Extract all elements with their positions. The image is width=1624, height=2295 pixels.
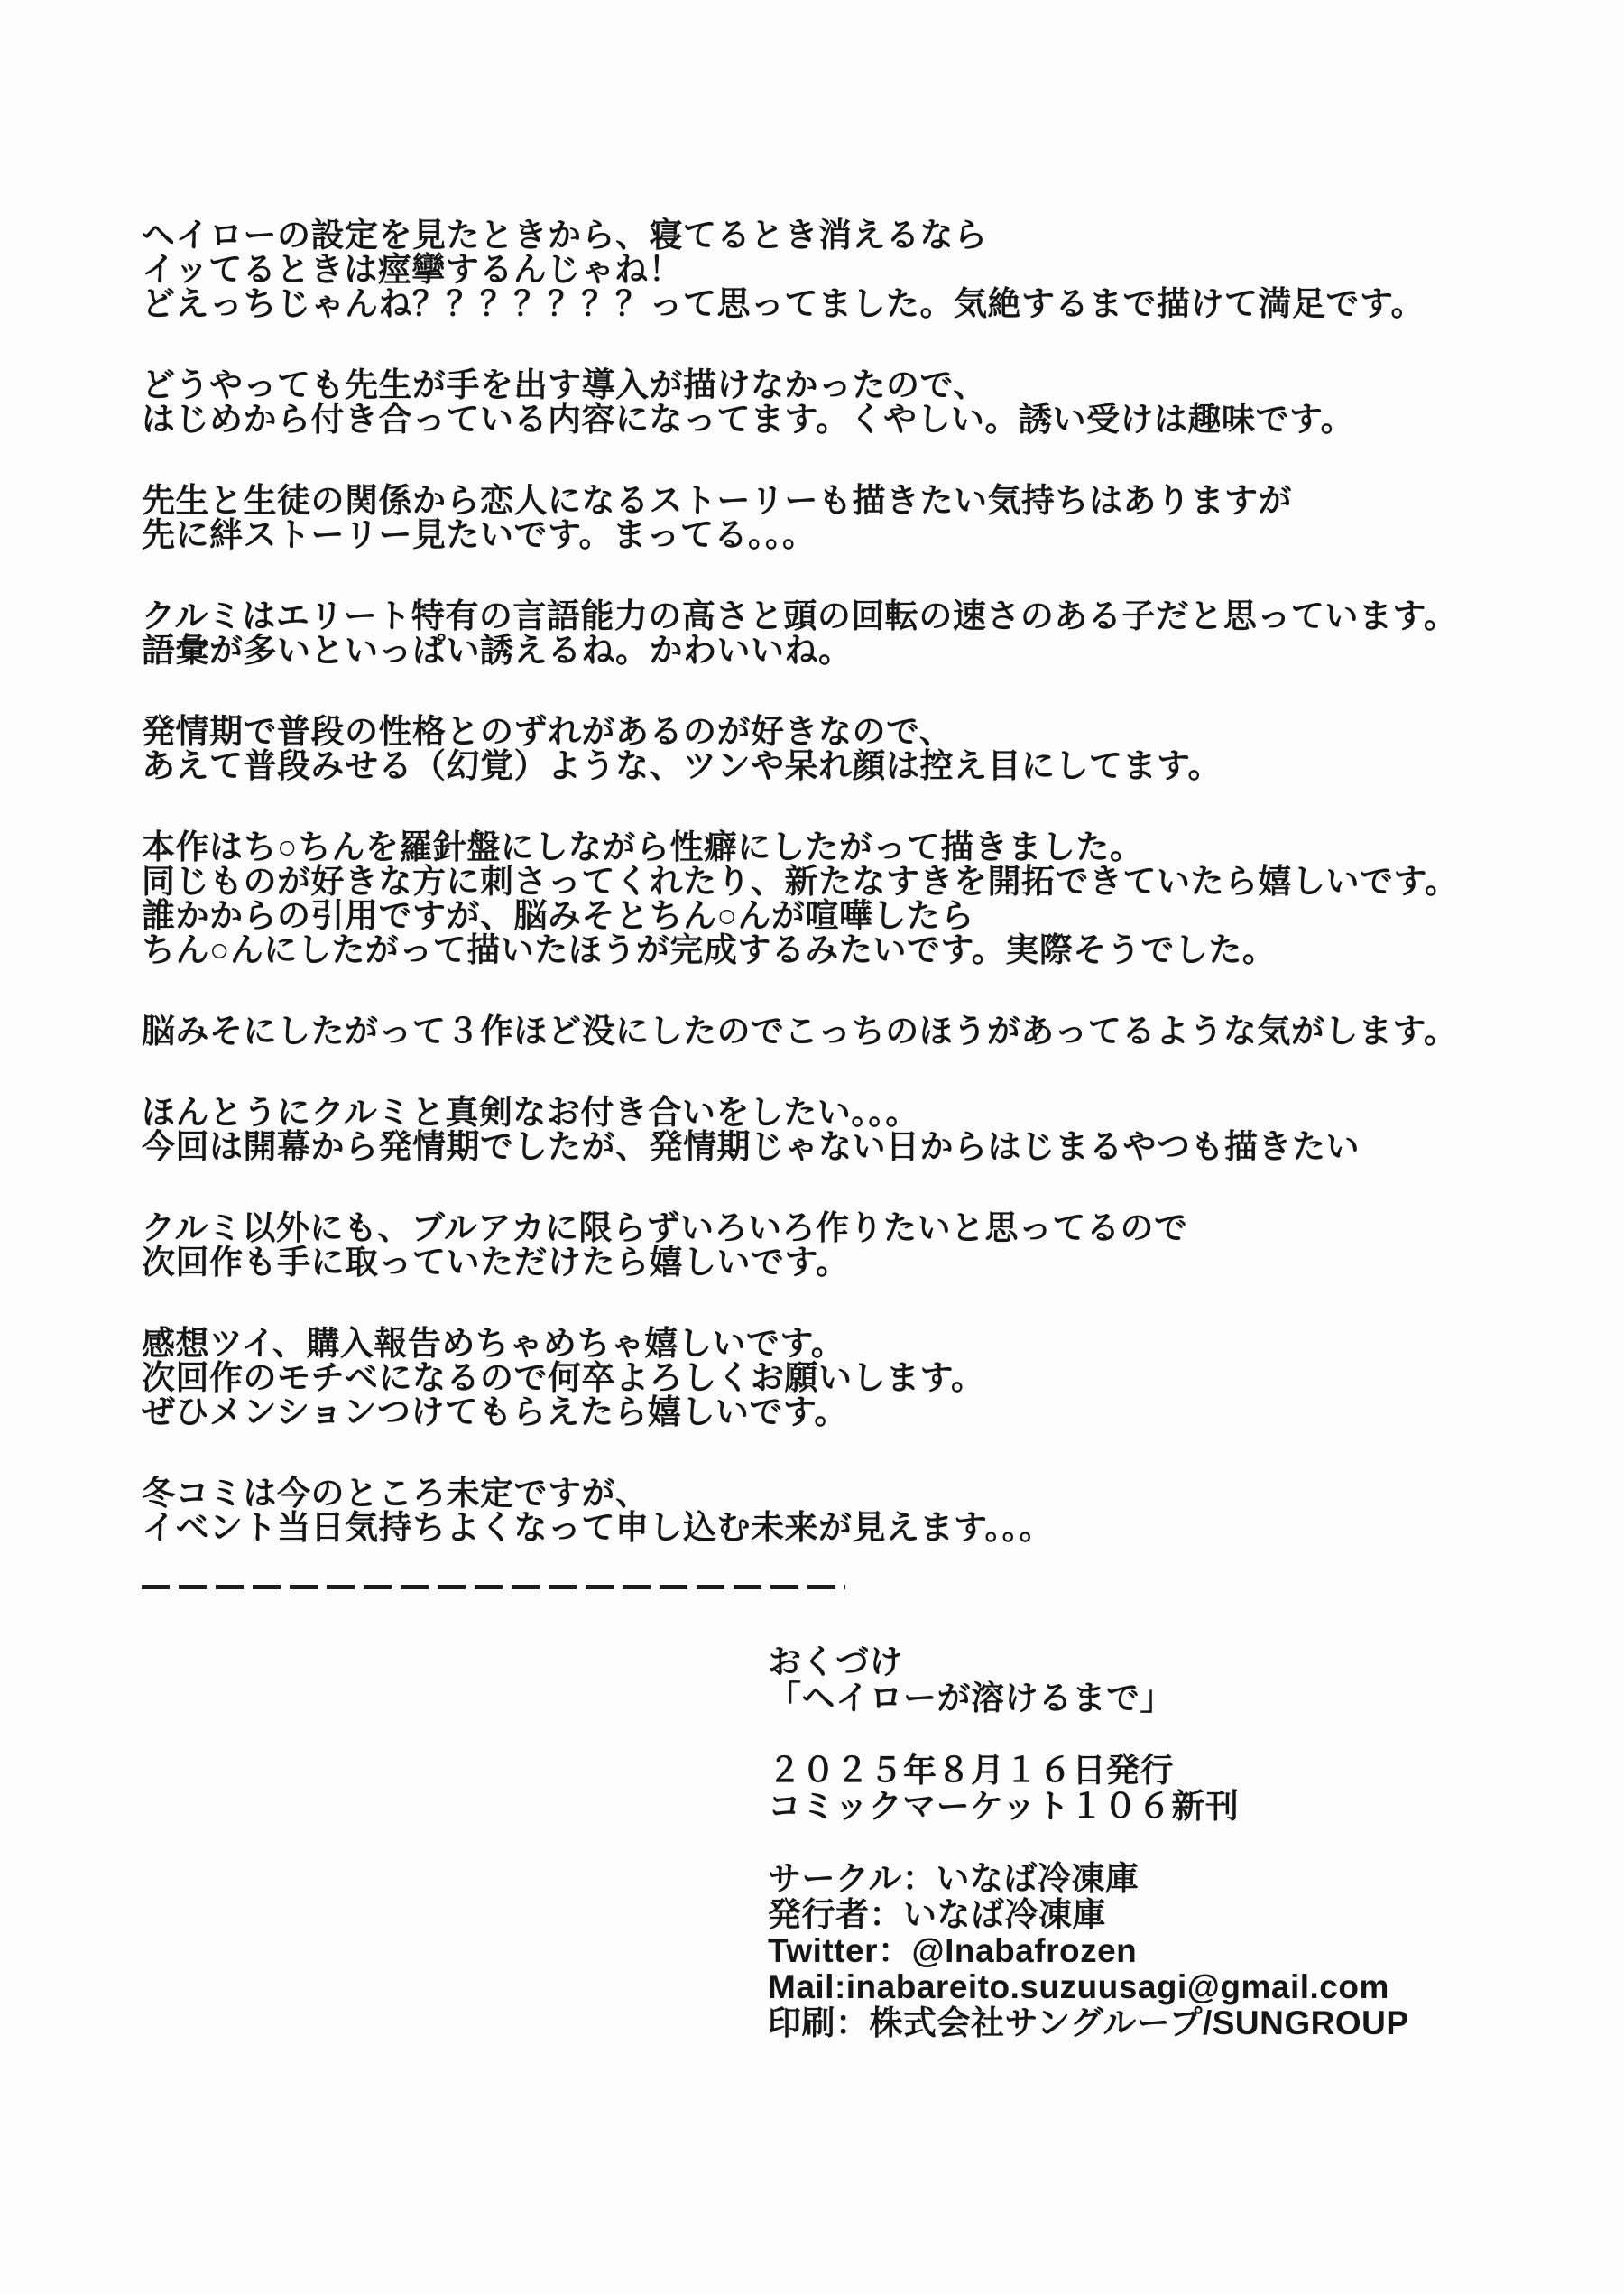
afterword-line: 今回は開幕から発情期でしたが、発情期じゃない日からはじまるやつも描きたい <box>142 1128 1360 1165</box>
afterword-line: 脳みそにしたがって３作ほど没にしたのでこっちのほうがあってるような気がします。 <box>142 1013 1458 1050</box>
afterword-line: どえっちじゃんね？？？？？？？って思ってました。気絶するまで描けて満足です。 <box>142 285 1426 322</box>
afterword-paragraph <box>142 1327 1585 1430</box>
afterword-line: クルミ以外にも、ブルアカに限らずいろいろ作りたいと思ってるので <box>142 1209 1188 1246</box>
afterword-paragraph <box>142 1014 1585 1049</box>
publisher-name: 発行者：いなば冷凍庫 <box>768 1896 1106 1933</box>
colophon-credits-group <box>768 1861 1409 2041</box>
afterword-line: 本作はち○ちんを羅針盤にしながら性癖にしたがって描きました。 <box>142 828 1144 865</box>
afterword-line: ちん○んにしたがって描いたほうが完成するみたいです。実際そうでした。 <box>142 931 1277 968</box>
afterword-line: どうやっても先生が手を出す導入が描けなかったので、 <box>142 366 987 403</box>
afterword-line: ヘイローの設定を見たときから、寝てるとき消えるなら <box>142 217 988 254</box>
afterword-line: クルミはエリート特有の言語能力の高さと頭の回転の速さのある子だと思っています。 <box>142 597 1458 634</box>
colophon-publication-group <box>768 1753 1409 1825</box>
afterword-line: 誰かからの引用ですが、脳みそとちん○んが喧嘩したら <box>142 897 974 934</box>
twitter-handle: Twitter：@Inabafrozen <box>768 1932 1138 1969</box>
afterword-line: 先に絆ストーリー見たいです。まってる。。。 <box>142 516 817 553</box>
afterword-line: はじめから付き合っている内容になってます。くやしい。誘い受けは趣味です。 <box>142 401 1355 438</box>
afterword-line: 同じものが好きな方に刺さってくれたり、新たなすきを開拓できていたら嬉しいです。 <box>142 863 1459 900</box>
afterword-paragraph <box>142 484 1585 552</box>
book-title: 「ヘイローが溶けるまで」 <box>768 1680 1174 1717</box>
afterword-line: 次回作のモチベになるので何卒よろしくお願いします。 <box>142 1359 985 1396</box>
afterword-line: 冬コミは今のところ未定ですが、 <box>142 1475 650 1512</box>
afterword-line: 先生と生徒の関係から恋人になるストーリーも描きたい気持ちはありますが <box>142 482 1292 519</box>
afterword-line: 感想ツイ、購入報告めちゃめちゃ嬉しいです。 <box>142 1325 845 1362</box>
afterword-line: ほんとうにクルミと真剣なお付き合いをしたい。。。 <box>142 1094 919 1131</box>
afterword <box>142 218 1585 1545</box>
afterword-line: あえて普段みせる（幻覚）ような、ツンや呆れ顔は控え目にしてます。 <box>142 747 1223 784</box>
printer-name: 印刷：株式会社サングループ/SUNGROUP <box>768 2004 1409 2041</box>
afterword-line: 発情期で普段の性格とのずれがあるのが好きなので、 <box>142 713 954 750</box>
event-name: コミックマーケット１０６新刊 <box>768 1788 1240 1825</box>
afterword-paragraph <box>142 1211 1585 1280</box>
colophon-title-group <box>768 1644 1409 1717</box>
afterword-line: 語彙が多いといっぱい誘えるね。かわいいね。 <box>142 632 853 669</box>
afterword-line: イベント当日気持ちよくなって申し込む未来が見えます。。。 <box>142 1509 1054 1546</box>
afterword-line: イッてるときは痙攣するんじゃね！ <box>142 251 683 288</box>
afterword-paragraph <box>142 1476 1585 1545</box>
colophon-label: おくづけ <box>768 1643 903 1680</box>
afterword-paragraph <box>142 830 1585 967</box>
afterword-line: ぜひメンションつけてもらえたら嬉しいです。 <box>142 1393 848 1430</box>
afterword-paragraph <box>142 218 1585 321</box>
afterword-line: 次回作も手に取っていただけたら嬉しいです。 <box>142 1244 850 1281</box>
section-divider-dashed-line <box>142 1585 845 1589</box>
colophon <box>768 1644 1409 2041</box>
afterword-paragraph <box>142 1096 1585 1164</box>
afterword-paragraph <box>142 715 1585 783</box>
afterword-paragraph <box>142 368 1585 437</box>
mail-address: Mail:inabareito.suzuusagi@gmail.com <box>768 1968 1389 2005</box>
circle-name: サークル：いなば冷凍庫 <box>768 1860 1140 1897</box>
publish-date: ２０２５年８月１６日発行 <box>768 1752 1174 1789</box>
afterword-paragraph <box>142 599 1585 668</box>
